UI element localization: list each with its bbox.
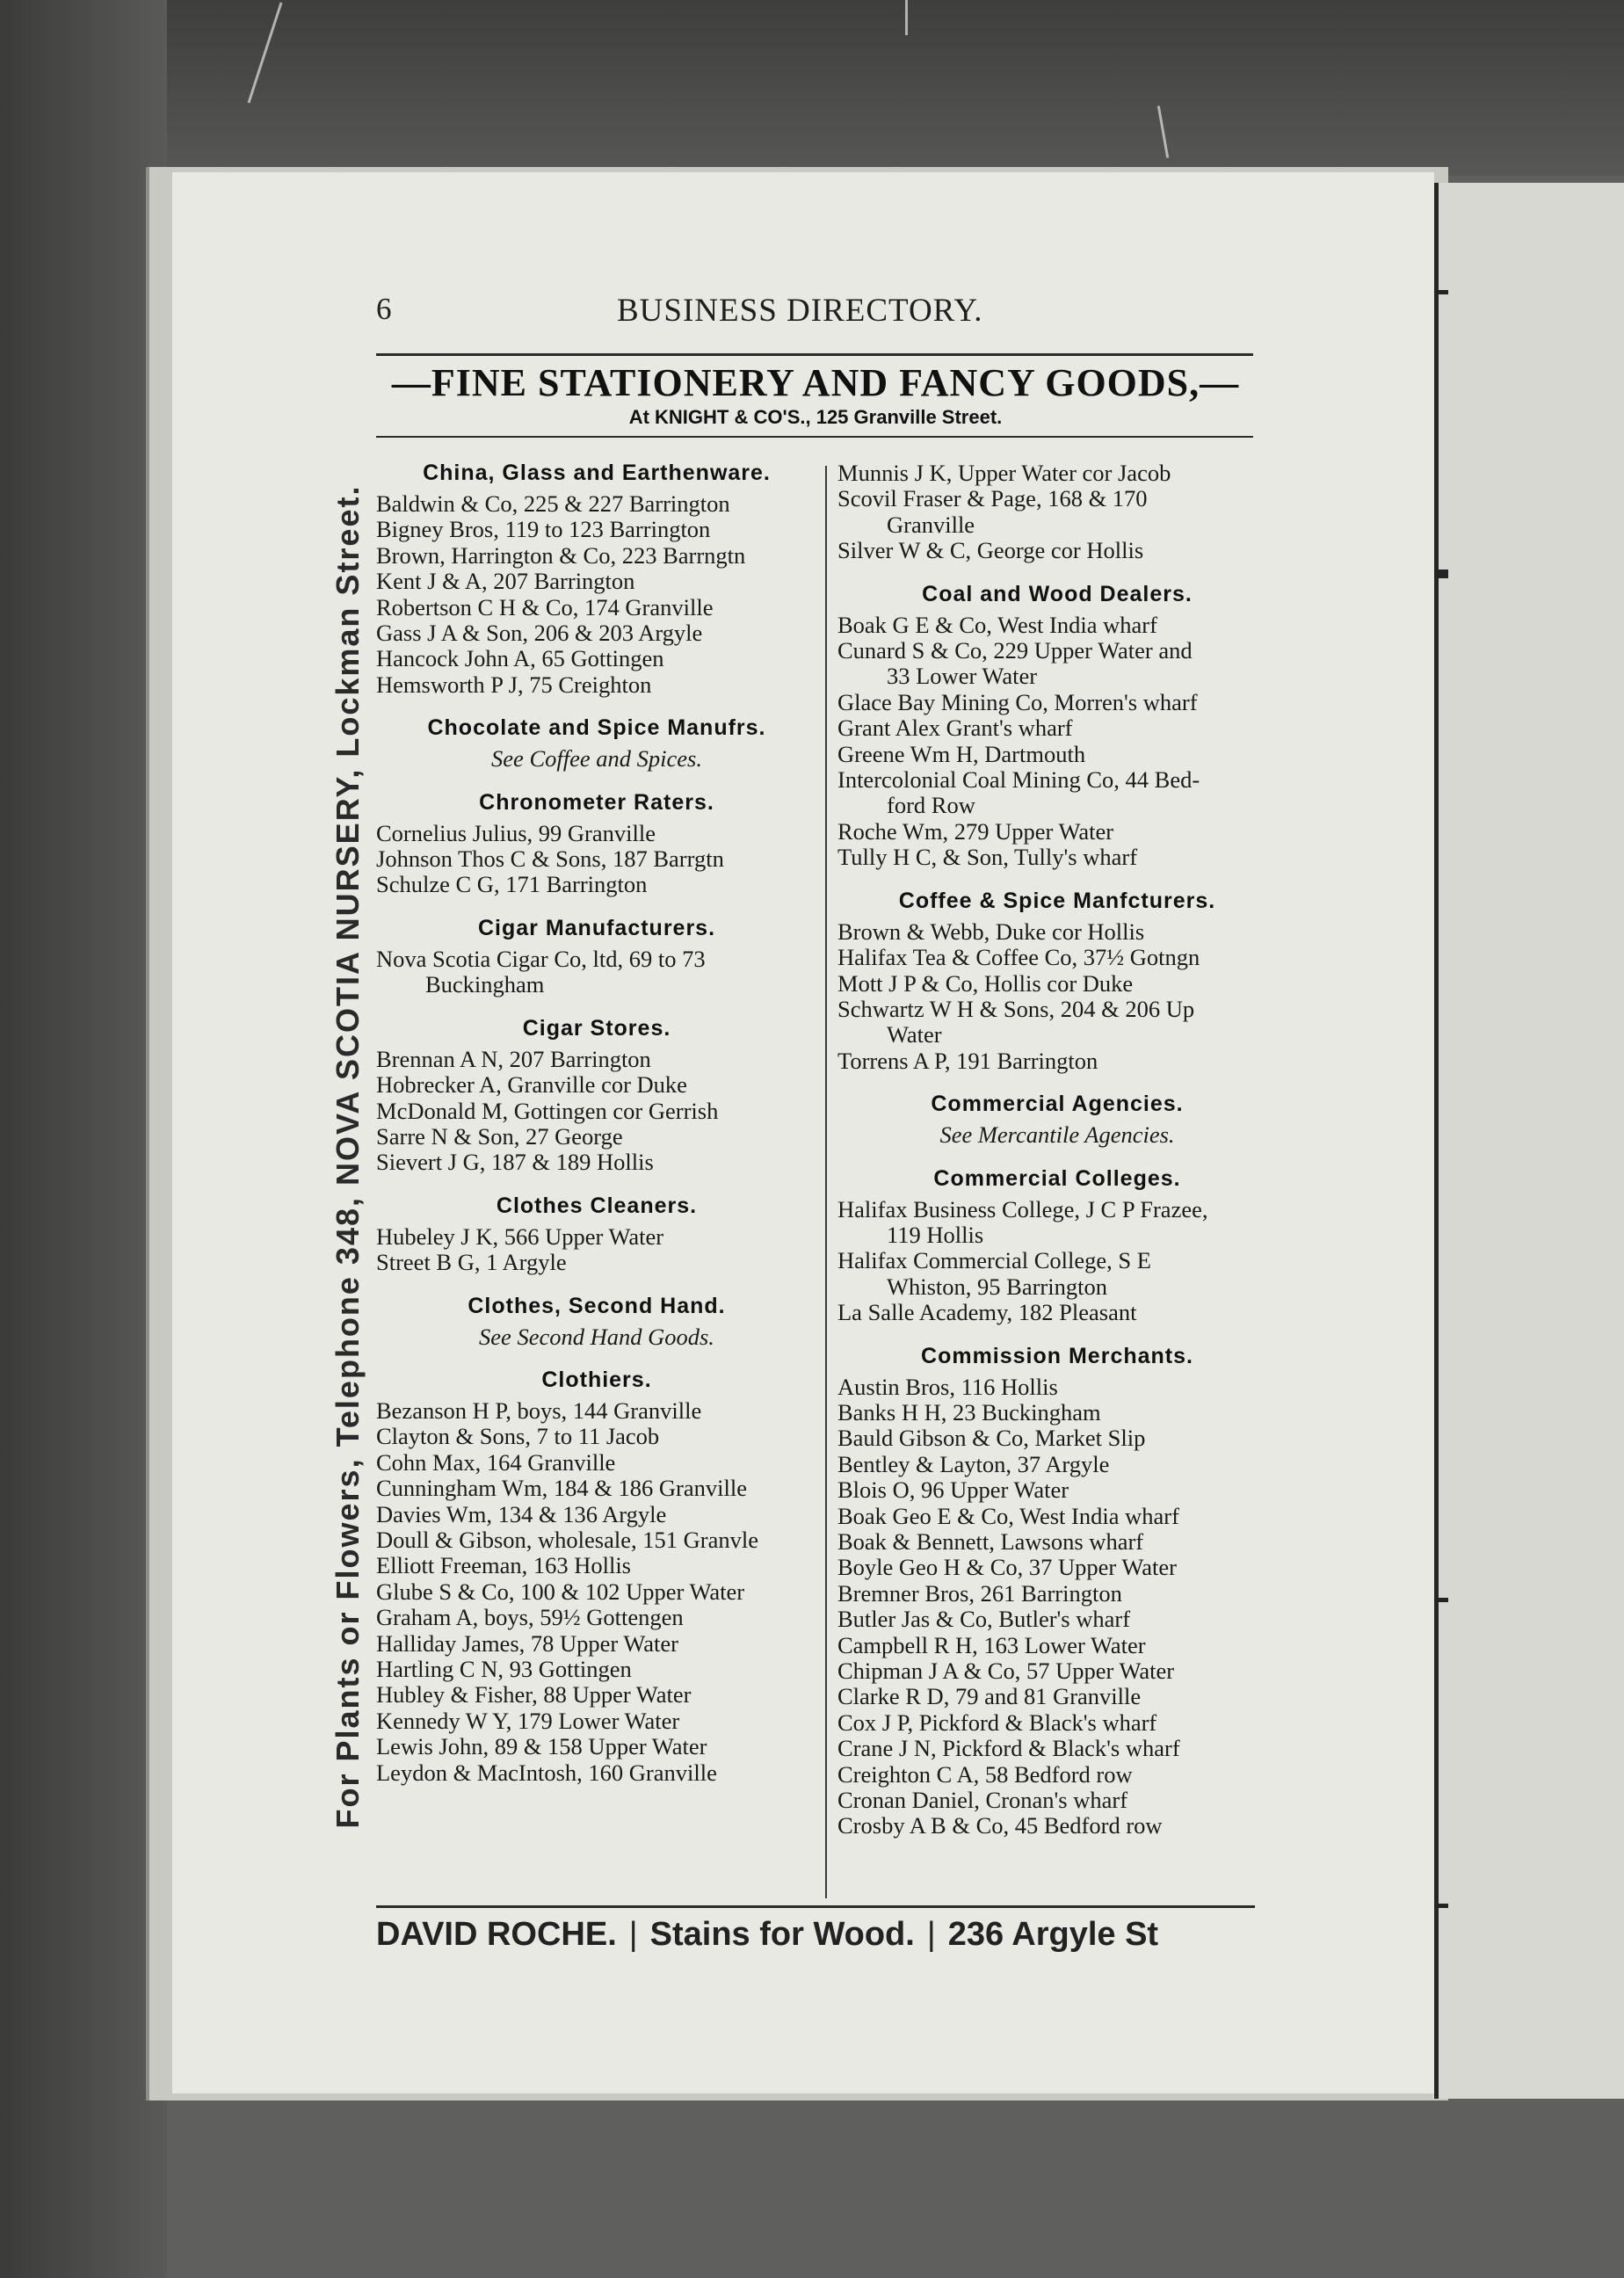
listing-continuation: ford Row bbox=[887, 792, 975, 819]
listing-entry: Hartling C N, 93 Gottingen bbox=[376, 1656, 632, 1682]
listing-entry: Blois O, 96 Upper Water bbox=[837, 1476, 1069, 1504]
listing-entry: Boak Geo E & Co, West India wharf bbox=[837, 1502, 1179, 1529]
listing-continuation: Buckingham bbox=[425, 971, 545, 998]
listing-entry: Johnson Thos C & Sons, 187 Barrgtn bbox=[376, 845, 724, 873]
footer-address: 236 Argyle St bbox=[947, 1916, 1159, 1953]
listing-entry: Cox J P, Pickford & Black's wharf bbox=[837, 1708, 1157, 1736]
listing-continuation: Water bbox=[887, 1021, 942, 1048]
listing-entry: Hobrecker A, Granville cor Duke bbox=[376, 1071, 687, 1099]
listing-text: Intercolonial Coal Mining Co, 44 Bed- bbox=[837, 766, 1200, 794]
listing-entry: Grant Alex Grant's wharf bbox=[837, 715, 1073, 742]
listing-continuation: 119 Hollis bbox=[887, 1221, 984, 1248]
category-heading: Cigar Stores. bbox=[522, 1015, 671, 1041]
footer-separator: | bbox=[926, 1916, 936, 1953]
listing-entry: Crosby A B & Co, 45 Bedford row bbox=[837, 1812, 1163, 1839]
cross-reference: See Mercantile Agencies. bbox=[939, 1121, 1175, 1149]
category-heading: Commission Merchants. bbox=[921, 1343, 1193, 1368]
listing-text: Scovil Fraser & Page, 168 & 170 bbox=[837, 485, 1148, 512]
facing-page-rule bbox=[1434, 183, 1439, 2099]
listing-entry: Crane J N, Pickford & Black's wharf bbox=[837, 1735, 1180, 1762]
listing-text: Cunard S & Co, 229 Upper Water and bbox=[837, 637, 1193, 664]
listing-entry: Clarke R D, 79 and 81 Granville bbox=[837, 1683, 1142, 1710]
listing-entry: Baldwin & Co, 225 & 227 Barrington bbox=[376, 490, 730, 517]
listing-entry: Roche Wm, 279 Upper Water bbox=[837, 817, 1114, 845]
listing-entry: Clayton & Sons, 7 to 11 Jacob bbox=[376, 1423, 660, 1450]
listing-entry: Street B G, 1 Argyle bbox=[376, 1249, 567, 1276]
footer-separator: | bbox=[628, 1916, 638, 1953]
listing-entry: Halifax Tea & Coffee Co, 37½ Gotngn bbox=[837, 944, 1200, 971]
page-number: 6 bbox=[376, 292, 392, 326]
listing-text: Schwartz W H & Sons, 204 & 206 Up bbox=[837, 995, 1195, 1022]
listing-entry: Bigney Bros, 119 to 123 Barrington bbox=[376, 516, 711, 543]
listing-entry: Glace Bay Mining Co, Morren's wharf bbox=[837, 688, 1198, 715]
category-heading: Clothes, Second Hand. bbox=[468, 1293, 726, 1318]
listing-entry: Cronan Daniel, Cronan's wharf bbox=[837, 1787, 1128, 1814]
listing-entry: Munnis J K, Upper Water cor Jacob bbox=[837, 460, 1171, 486]
listing-text: Nova Scotia Cigar Co, ltd, 69 to 73 bbox=[376, 945, 706, 972]
listing-entry: Sarre N & Son, 27 George bbox=[376, 1122, 623, 1150]
category-heading: Chronometer Raters. bbox=[479, 789, 714, 815]
listing-entry: Bentley & Layton, 37 Argyle bbox=[837, 1450, 1110, 1477]
listing-entry: Brown & Webb, Duke cor Hollis bbox=[837, 918, 1145, 945]
banner-rule bbox=[376, 436, 1253, 438]
running-head: BUSINESS DIRECTORY. bbox=[617, 293, 983, 329]
listing-entry bbox=[836, 1248, 1279, 1300]
listing-entry bbox=[836, 638, 1279, 690]
listing-entry: Lewis John, 89 & 158 Upper Water bbox=[376, 1733, 707, 1760]
scan-background-top bbox=[0, 0, 1624, 176]
listing-continuation: Granville bbox=[887, 511, 975, 538]
category-heading: Commercial Colleges. bbox=[933, 1165, 1181, 1191]
listing-entry: Creighton C A, 58 Bedford row bbox=[837, 1760, 1133, 1788]
listing-entry: Boak & Bennett, Lawsons wharf bbox=[837, 1528, 1144, 1555]
listing-entry bbox=[374, 947, 819, 998]
listing-entry bbox=[836, 1197, 1279, 1249]
facing-page bbox=[1432, 183, 1624, 2099]
category-heading: Commercial Agencies. bbox=[931, 1092, 1184, 1117]
listing-entry: Halliday James, 78 Upper Water bbox=[376, 1629, 678, 1657]
listing-entry: McDonald M, Gottingen cor Gerrish bbox=[376, 1097, 719, 1124]
listing-entry: Cunningham Wm, 184 & 186 Granville bbox=[376, 1475, 747, 1502]
listing-entry: Gass J A & Son, 206 & 203 Argyle bbox=[376, 620, 703, 647]
left-column bbox=[374, 461, 819, 1786]
listing-entry: Butler Jas & Co, Butler's wharf bbox=[837, 1606, 1131, 1633]
listing-entry: Elliott Freeman, 163 Hollis bbox=[376, 1552, 631, 1579]
listing-entry: Hubeley J K, 566 Upper Water bbox=[376, 1222, 664, 1250]
listing-entry: Hancock John A, 65 Gottingen bbox=[376, 645, 664, 672]
listing-entry: Davies Wm, 134 & 136 Argyle bbox=[376, 1500, 667, 1527]
listing-entry: Bauld Gibson & Co, Market Slip bbox=[837, 1425, 1146, 1452]
listing-entry: La Salle Academy, 182 Pleasant bbox=[837, 1299, 1137, 1326]
listing-entry bbox=[836, 997, 1279, 1048]
listing-entry: Bremner Bros, 261 Barrington bbox=[837, 1579, 1122, 1607]
footer-product: Stains for Wood. bbox=[649, 1916, 915, 1953]
listing-entry: Hemsworth P J, 75 Creighton bbox=[376, 671, 652, 698]
footer-rule bbox=[376, 1905, 1255, 1908]
side-advertisement: For Plants or Flowers, Telephone 348, NOVA SCOTIA NURSERY, Lockman Street. bbox=[330, 484, 366, 1829]
listing-entry: Sievert J G, 187 & 189 Hollis bbox=[376, 1149, 654, 1176]
listing-continuation: Whiston, 95 Barrington bbox=[887, 1273, 1107, 1300]
right-column bbox=[836, 461, 1279, 1839]
listing-entry: Greene Wm H, Dartmouth bbox=[837, 740, 1086, 767]
category-heading: Cigar Manufacturers. bbox=[477, 915, 716, 940]
category-heading: Coffee & Spice Manfcturers. bbox=[898, 888, 1216, 913]
listing-text: Halifax Commercial College, S E bbox=[837, 1247, 1151, 1274]
footer-advertisement bbox=[376, 1916, 1272, 1954]
listing-continuation: 33 Lower Water bbox=[887, 663, 1038, 690]
listing-entry: Kennedy W Y, 179 Lower Water bbox=[376, 1707, 680, 1734]
cross-reference: See Coffee and Spices. bbox=[491, 745, 702, 773]
listing-entry: Bezanson H P, boys, 144 Granville bbox=[376, 1397, 702, 1424]
category-heading: China, Glass and Earthenware. bbox=[423, 461, 771, 485]
category-heading: Clothiers. bbox=[541, 1367, 652, 1392]
listing-entry bbox=[836, 486, 1279, 538]
scan-scratch bbox=[905, 0, 908, 35]
stationery-banner-sub: At KNIGHT & CO'S., 125 Granville Street. bbox=[628, 406, 1003, 428]
listing-entry: Boak G E & Co, West India wharf bbox=[837, 611, 1157, 638]
category-heading: Chocolate and Spice Manufrs. bbox=[427, 715, 766, 741]
cross-reference: See Second Hand Goods. bbox=[479, 1323, 714, 1350]
listing-entry: Glube S & Co, 100 & 102 Upper Water bbox=[376, 1578, 745, 1605]
listing-entry: Cornelius Julius, 99 Granville bbox=[376, 819, 656, 846]
listing-entry: Silver W & C, George cor Hollis bbox=[837, 537, 1144, 564]
listing-entry bbox=[836, 767, 1279, 819]
listing-entry: Tully H C, & Son, Tully's wharf bbox=[837, 844, 1138, 871]
listing-entry: Brennan A N, 207 Barrington bbox=[376, 1045, 651, 1072]
listing-entry: Campbell R H, 163 Lower Water bbox=[837, 1631, 1146, 1658]
listing-entry: Boyle Geo H & Co, 37 Upper Water bbox=[837, 1554, 1177, 1581]
listing-entry: Torrens A P, 191 Barrington bbox=[837, 1047, 1098, 1074]
scan-background-left bbox=[0, 0, 167, 2278]
column-divider bbox=[825, 466, 827, 1898]
listing-entry: Brown, Harrington & Co, 223 Barrngtn bbox=[376, 541, 746, 569]
listing-entry: Robertson C H & Co, 174 Granville bbox=[376, 593, 714, 620]
listing-entry: Leydon & MacIntosh, 160 Granville bbox=[376, 1759, 717, 1786]
stationery-banner: —FINE STATIONERY AND FANCY GOODS,— bbox=[391, 361, 1240, 404]
listing-entry: Schulze C G, 171 Barrington bbox=[376, 871, 648, 898]
category-heading: Coal and Wood Dealers. bbox=[922, 581, 1193, 606]
listing-entry: Doull & Gibson, wholesale, 151 Granvle bbox=[376, 1526, 758, 1553]
listing-text: Halifax Business College, J C P Frazee, bbox=[837, 1195, 1208, 1222]
listing-entry: Chipman J A & Co, 57 Upper Water bbox=[837, 1658, 1175, 1685]
listing-entry: Cohn Max, 164 Granville bbox=[376, 1448, 616, 1476]
listing-entry: Hubley & Fisher, 88 Upper Water bbox=[376, 1681, 692, 1708]
category-heading: Clothes Cleaners. bbox=[496, 1193, 698, 1218]
listing-entry: Austin Bros, 116 Hollis bbox=[837, 1373, 1058, 1400]
head-rule bbox=[376, 353, 1253, 356]
footer-advertiser-name: DAVID ROCHE. bbox=[376, 1916, 617, 1953]
listing-entry: Kent J & A, 207 Barrington bbox=[376, 568, 635, 595]
listing-entry: Mott J P & Co, Hollis cor Duke bbox=[837, 969, 1134, 997]
listing-entry: Banks H H, 23 Buckingham bbox=[837, 1398, 1101, 1426]
listing-entry: Graham A, boys, 59½ Gottengen bbox=[376, 1604, 684, 1631]
